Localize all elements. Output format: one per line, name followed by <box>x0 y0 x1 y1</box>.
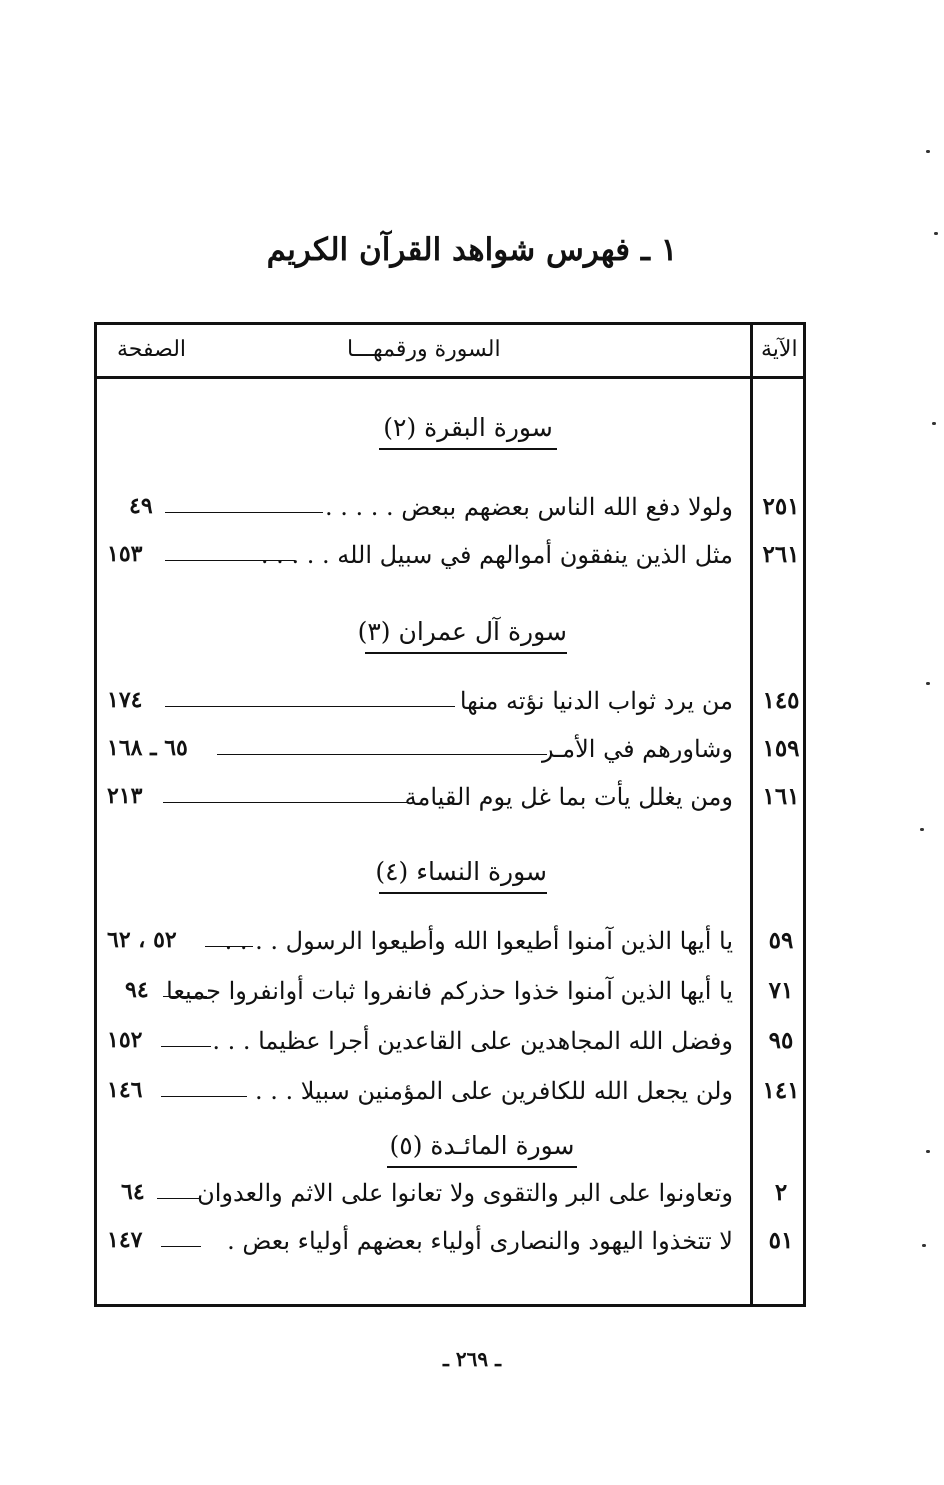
scan-speck <box>932 422 936 425</box>
scan-speck <box>922 1244 926 1247</box>
page-reference: ١٥٣ <box>107 541 143 567</box>
table-row <box>97 1027 803 1067</box>
verse-text: وشاورهم في الأمـر <box>541 735 733 763</box>
page-reference: ٦٥ ـ ١٦٨ <box>107 735 188 761</box>
verse-text: يا أيها الذين آمنوا خذوا حذركم فانفروا ثبات أوانفروا جميعا <box>166 977 733 1005</box>
verse-text: ولن يجعل الله للكافرين على المؤمنين سبيلا . . . <box>255 1077 733 1105</box>
page-number: ـ ٢٦٩ ـ <box>443 1347 501 1371</box>
surah-heading: سورة المائـدة (٥) <box>387 1131 577 1168</box>
scan-speck <box>934 232 938 235</box>
ayah-number: ٩٥ <box>768 1027 794 1054</box>
header-surah-column: السورة ورقمهـــا <box>347 337 501 362</box>
ayah-number: ١٦١ <box>762 783 800 810</box>
verse-text: مثل الذين ينفقون أموالهم في سبيل الله . . . . . <box>260 541 733 569</box>
verse-text: يا أيها الذين آمنوا أطيعوا الله وأطيعوا الرسول . . . . <box>224 927 733 955</box>
ayah-number: ٢ <box>774 1179 788 1206</box>
table-header <box>97 325 803 379</box>
leader-line <box>163 996 207 997</box>
table-row <box>97 783 803 823</box>
page-reference: ١٥٢ <box>107 1027 143 1053</box>
page-reference: ٩٤ <box>125 977 149 1003</box>
ayah-number: ٢٦١ <box>762 541 800 568</box>
verse-text: ومن يغلل يأت بما غل يوم القيامة <box>404 783 733 811</box>
page-reference: ٢١٣ <box>107 783 143 809</box>
leader-line <box>163 802 409 803</box>
ayah-number: ١٤٥ <box>762 687 800 714</box>
leader-line <box>165 560 295 561</box>
table-row <box>97 1179 803 1219</box>
header-ayah-column: الآية <box>761 337 798 362</box>
table-row <box>97 1227 803 1267</box>
leader-line <box>165 512 323 513</box>
page-reference: ١٤٦ <box>107 1077 143 1103</box>
leader-line <box>161 1096 247 1097</box>
leader-line <box>161 1046 211 1047</box>
page-reference: ١٤٧ <box>107 1227 143 1253</box>
table-row <box>97 1077 803 1117</box>
ayah-number: ٧١ <box>768 977 794 1004</box>
ayah-number: ٢٥١ <box>762 493 800 520</box>
scan-speck <box>926 1150 930 1153</box>
ayah-number: ١٥٩ <box>762 735 800 762</box>
table-row <box>97 687 803 727</box>
verse-text: وفضل الله المجاهدين على القاعدين أجرا عظيما . . . <box>212 1027 733 1055</box>
table-row <box>97 927 803 967</box>
page-reference: ٤٩ <box>129 493 153 519</box>
leader-line <box>217 754 547 755</box>
leader-line <box>205 946 253 947</box>
page-reference: ٦٤ <box>121 1179 145 1205</box>
scan-speck <box>926 150 930 153</box>
verse-text: لا تتخذوا اليهود والنصارى أولياء بعضهم أولياء بعض . <box>227 1227 733 1255</box>
page-reference: ٥٢ ، ٦٢ <box>107 927 177 953</box>
scan-speck <box>920 828 924 831</box>
ayah-number: ٥١ <box>768 1227 794 1254</box>
ayah-number: ١٤١ <box>762 1077 800 1104</box>
leader-line <box>165 706 455 707</box>
verse-text: من يرد ثواب الدنيا نؤته منها <box>459 687 733 715</box>
verse-text: ولولا دفع الله الناس بعضهم ببعض . . . . . <box>325 493 733 521</box>
leader-line <box>161 1246 201 1247</box>
scan-speck <box>926 682 930 685</box>
page-reference: ١٧٤ <box>107 687 143 713</box>
surah-heading: سورة البقرة (٢) <box>379 413 557 450</box>
table-row <box>97 735 803 775</box>
index-table <box>94 322 806 1307</box>
surah-heading: سورة النساء (٤) <box>379 857 547 894</box>
table-row <box>97 977 803 1017</box>
verse-text: وتعاونوا على البر والتقوى ولا تعانوا على الاثم والعدوان <box>197 1179 733 1207</box>
page-title: ١ ـ فهرس شواهد القرآن الكريم <box>266 232 678 268</box>
surah-heading: سورة آل عمران (٣) <box>365 617 567 654</box>
table-row <box>97 493 803 533</box>
header-page-column: الصفحة <box>117 337 187 362</box>
leader-line <box>157 1198 201 1199</box>
ayah-number: ٥٩ <box>768 927 794 954</box>
table-row <box>97 541 803 581</box>
